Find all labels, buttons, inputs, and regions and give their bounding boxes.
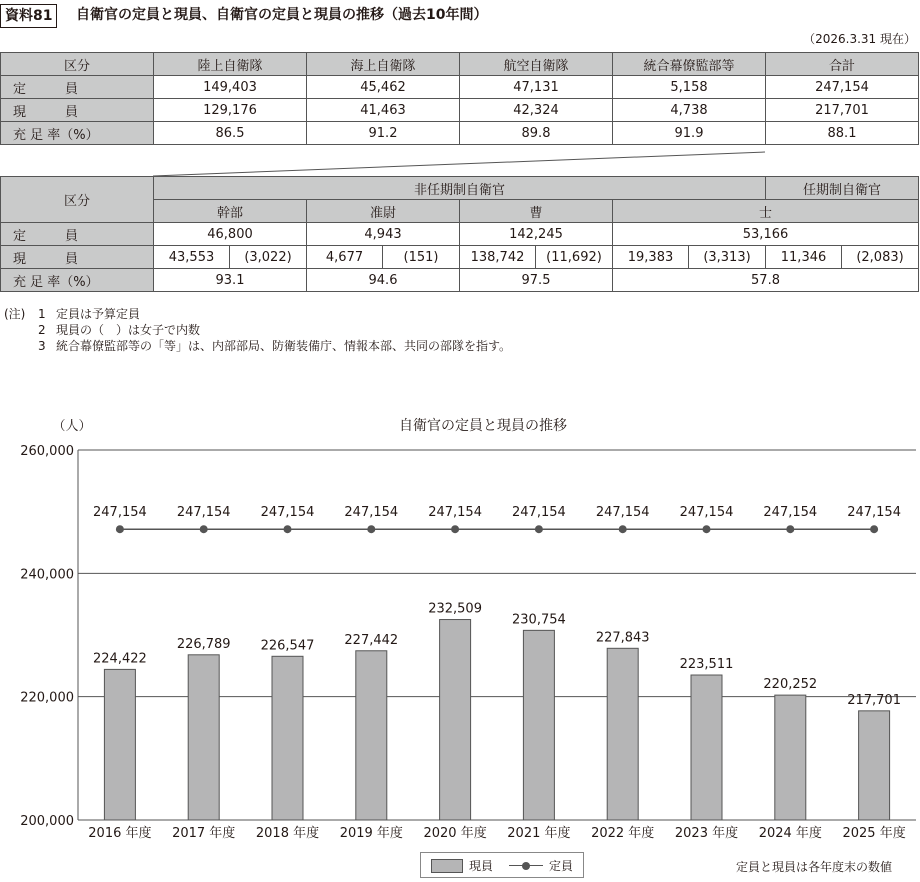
table-cell: (2,083) — [842, 246, 919, 269]
chart-footnote: 定員と現員は各年度末の数値 — [735, 860, 892, 874]
header-cell: 准尉 — [307, 200, 460, 223]
row-label: 充 足 率（%） — [1, 269, 154, 292]
table-cell: 57.8 — [613, 269, 919, 292]
table-cell: 46,800 — [154, 223, 307, 246]
bar-value-label: 226,789 — [176, 636, 231, 652]
line-value-label: 247,154 — [176, 505, 231, 521]
bar-value-label: 224,422 — [93, 651, 147, 667]
line-value-label: 247,154 — [344, 505, 399, 521]
x-axis-ticks — [88, 825, 905, 841]
table-cell: 93.1 — [154, 269, 307, 292]
x-tick-label: 2020 年度 — [423, 826, 487, 841]
table-cell: 45,462 — [307, 76, 460, 99]
table-row-teiin — [1, 223, 919, 246]
line-point — [535, 525, 543, 533]
document-label: 資料81 — [0, 4, 57, 28]
y-tick-label: 220,000 — [20, 690, 74, 706]
table-cell: (3,313) — [689, 246, 766, 269]
line-value-label: 247,154 — [595, 505, 650, 521]
line-value-label: 247,154 — [93, 505, 147, 521]
header-cell-term: 任期制自衛官 — [766, 177, 919, 200]
table-cell: (3,022) — [230, 246, 307, 269]
table-cell: 97.5 — [460, 269, 613, 292]
bar — [188, 655, 219, 820]
note-text: 現員の（ ）は女子で内数 — [56, 323, 201, 337]
note-number: 3 — [38, 339, 46, 353]
table-cell: 47,131 — [460, 76, 613, 99]
table-cell: 142,245 — [460, 223, 613, 246]
bar — [607, 648, 638, 820]
bar-swatch — [431, 859, 463, 873]
notes-prefix: (注) — [4, 307, 26, 321]
note-text: 定員は予算定員 — [56, 307, 141, 321]
x-tick-label: 2016 年度 — [88, 826, 152, 841]
line-point — [703, 525, 711, 533]
row-label: 現 員 — [1, 246, 154, 269]
line-value-label: 247,154 — [679, 505, 734, 521]
header-cell: 幹部 — [154, 200, 307, 223]
table-cell: 43,553 — [154, 246, 230, 269]
row-label: 定 員 — [1, 76, 154, 99]
line-point — [284, 525, 292, 533]
personnel-trend-chart — [0, 400, 920, 850]
note-item — [4, 338, 511, 354]
y-tick-label: 200,000 — [20, 814, 74, 829]
table-row-genin — [1, 246, 919, 269]
y-tick-label: 240,000 — [20, 567, 74, 583]
table-cell: 91.2 — [307, 122, 460, 145]
bar-value-label: 230,754 — [512, 612, 566, 628]
bar-value-label: 226,547 — [260, 638, 315, 654]
x-tick-label: 2025 年度 — [842, 826, 906, 841]
legend-item-line — [509, 857, 573, 874]
bar — [859, 711, 890, 820]
row-label: 定 員 — [1, 223, 154, 246]
bar — [523, 630, 554, 820]
line-series — [93, 505, 901, 533]
as-of-date: （2026.3.31 現在） — [803, 32, 916, 46]
table-cell: 91.9 — [613, 122, 766, 145]
x-tick-label: 2024 年度 — [758, 826, 822, 841]
bar — [272, 656, 303, 820]
table-cell: 53,166 — [613, 223, 919, 246]
bar — [691, 675, 722, 820]
header-cell: 航空自衛隊 — [460, 53, 613, 76]
header-cell: 陸上自衛隊 — [154, 53, 307, 76]
table-cell: 217,701 — [766, 99, 919, 122]
header-cell: 統合幕僚監部等 — [613, 53, 766, 76]
header-cell: 合計 — [766, 53, 919, 76]
table-cell: 149,403 — [154, 76, 307, 99]
x-tick-label: 2022 年度 — [591, 826, 655, 841]
note-number: 2 — [38, 323, 46, 337]
table-cell: 88.1 — [766, 122, 919, 145]
header-cell: 区分 — [1, 53, 154, 76]
table-cell: (11,692) — [536, 246, 613, 269]
line-value-label: 247,154 — [428, 505, 482, 521]
legend-label: 現員 — [469, 858, 494, 873]
y-tick-label: 260,000 — [20, 444, 74, 459]
table-cell: 19,383 — [613, 246, 689, 269]
line-swatch — [509, 860, 543, 872]
notes — [4, 306, 511, 354]
table-cell: 129,176 — [154, 99, 307, 122]
x-tick-label: 2018 年度 — [255, 826, 320, 841]
legend-label: 定員 — [549, 858, 574, 873]
chart-title: 自衛官の定員と現員の推移 — [399, 418, 567, 434]
table-cell: 42,324 — [460, 99, 613, 122]
x-tick-label: 2019 年度 — [339, 826, 403, 841]
header-cell: 海上自衛隊 — [307, 53, 460, 76]
note-item — [4, 306, 511, 322]
note-number: 1 — [38, 307, 46, 321]
group-header-row — [1, 177, 919, 200]
bar — [356, 651, 387, 820]
x-tick-label: 2017 年度 — [172, 826, 236, 841]
table-cell: 86.5 — [154, 122, 307, 145]
connector-line — [153, 152, 765, 176]
table-cell: (151) — [383, 246, 460, 269]
table-connector-lines — [0, 0, 920, 180]
bar — [775, 695, 806, 820]
line-point — [451, 525, 459, 533]
row-label: 充 足 率（%） — [1, 122, 154, 145]
header-cell-non-term: 非任期制自衛官 — [154, 177, 766, 200]
bar-value-label: 227,843 — [595, 630, 650, 646]
x-tick-label: 2023 年度 — [674, 826, 739, 841]
table-cell: 247,154 — [766, 76, 919, 99]
table-cell: 89.8 — [460, 122, 613, 145]
bar-value-label: 232,509 — [428, 601, 482, 617]
line-point — [619, 525, 627, 533]
table-row-rate — [1, 269, 919, 292]
line-point — [367, 525, 375, 533]
line-value-label: 247,154 — [847, 505, 901, 521]
note-text: 統合幕僚監部等の「等」は、内部部局、防衛装備庁、情報本部、共同の部隊を指す。 — [56, 339, 512, 353]
bar-value-label: 223,511 — [679, 657, 734, 673]
header-cell: 区分 — [1, 177, 154, 223]
line-value-label: 247,154 — [763, 505, 818, 521]
personnel-table-by-rank — [0, 176, 919, 292]
y-axis-unit: （人） — [52, 419, 92, 434]
line-point — [116, 525, 124, 533]
table-cell: 94.6 — [307, 269, 460, 292]
table-cell: 4,943 — [307, 223, 460, 246]
x-tick-label: 2021 年度 — [507, 826, 571, 841]
line-value-label: 247,154 — [260, 505, 315, 521]
line-point — [200, 525, 208, 533]
bar — [440, 620, 471, 820]
legend-item-bar — [431, 857, 493, 874]
bar-value-label: 227,442 — [344, 632, 399, 648]
line-point — [870, 525, 878, 533]
y-axis-ticks — [20, 444, 74, 829]
note-item — [4, 322, 511, 338]
line-value-label: 247,154 — [512, 505, 566, 521]
line-point — [786, 525, 794, 533]
table-cell: 41,463 — [307, 99, 460, 122]
table-cell: 11,346 — [766, 246, 842, 269]
bar-value-label: 220,252 — [763, 677, 818, 693]
chart-legend — [420, 852, 584, 878]
document-title: 自衛官の定員と現員、自衛官の定員と現員の推移（過去10年間） — [76, 7, 488, 23]
table-cell: 138,742 — [460, 246, 536, 269]
row-label: 現 員 — [1, 99, 154, 122]
bar — [104, 669, 135, 820]
table-cell: 4,738 — [613, 99, 766, 122]
table-cell: 4,677 — [307, 246, 383, 269]
table-cell: 5,158 — [613, 76, 766, 99]
header-cell: 士 — [613, 200, 919, 223]
header-cell: 曹 — [460, 200, 613, 223]
bar-value-label: 217,701 — [847, 692, 901, 708]
